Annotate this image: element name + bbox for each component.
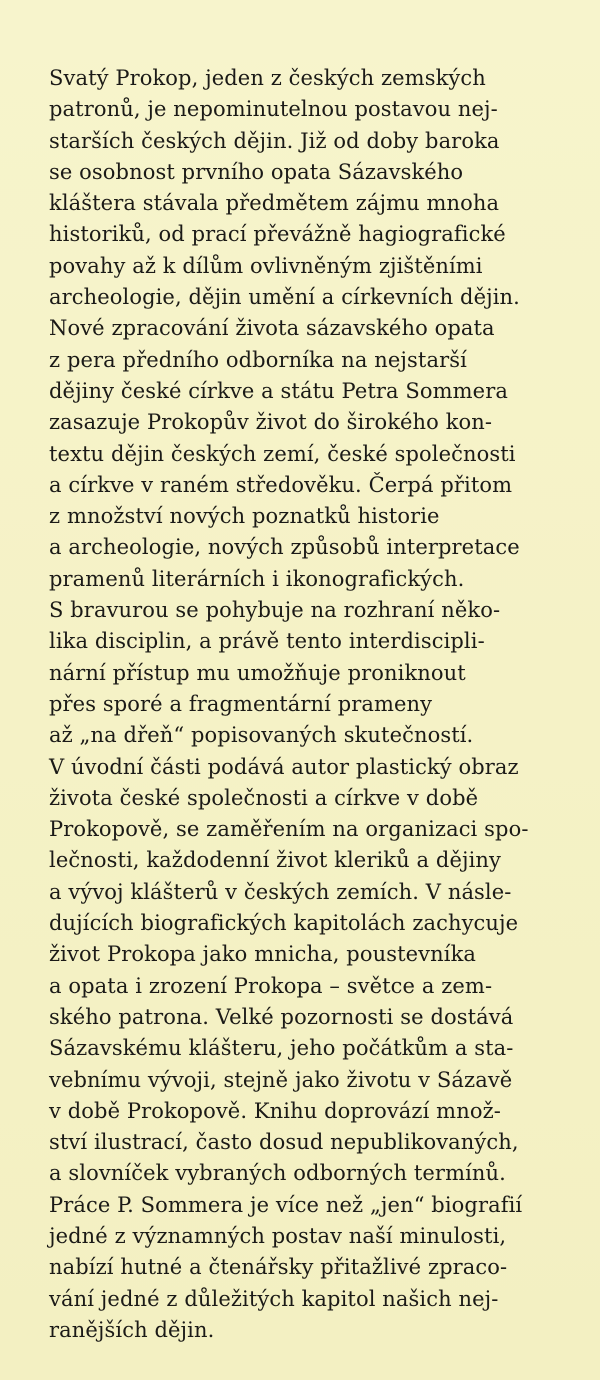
blurb-line: kláštera stávala předmětem zájmu mnoha [49, 191, 500, 216]
blurb-line: vání jedné z důležitých kapitol našich nej- [49, 1286, 499, 1311]
blurb-line: S bravurou se pohybuje na rozhraní něko- [49, 598, 501, 623]
blurb-line: v době Prokopově. Knihu doprovází množ- [49, 1098, 501, 1123]
blurb-line: a vývoj klášterů v českých zemích. V násle- [49, 879, 512, 904]
blurb-line: a opata i zrození Prokopa – světce a zem- [49, 973, 493, 998]
blurb-line: dujících biografických kapitolách zachycuje [49, 911, 519, 936]
blurb-line: z pera předního odborníka na nejstarší [49, 347, 467, 372]
blurb-line: Svatý Prokop, jeden z českých zemských [49, 66, 486, 90]
blurb-line: se osobnost prvního opata Sázavského [49, 159, 464, 184]
blurb-line: ství ilustrací, často dosud nepublikovaných, [49, 1130, 519, 1155]
blurb-line: až „na dřeň“ popisovaných skutečností. [49, 723, 474, 748]
blurb-line: ranějších dějin. [49, 1317, 215, 1342]
blurb-line: a slovníček vybraných odborných termínů. [49, 1161, 506, 1186]
blurb-line: V úvodní části podává autor plastický obraz [49, 754, 519, 779]
blurb-line: povahy až k dílům ovlivněným zjištěními [49, 253, 483, 278]
blurb-line: přes sporé a fragmentární prameny [49, 691, 433, 716]
blurb-line: nabízí hutné a čtenářsky přitažlivé zpraco- [49, 1255, 508, 1280]
blurb-line: života české společnosti a církve v době [49, 785, 479, 810]
blurb-line: lečnosti, každodenní život kleriků a dějiny [49, 848, 501, 873]
blurb-line: Prokopově, se zaměřením na organizaci spo- [49, 817, 529, 842]
blurb-line: jedné z významných postav naší minulosti, [49, 1223, 507, 1248]
blurb-line: život Prokopa jako mnicha, poustevníka [49, 942, 477, 967]
blurb-line: nární přístup mu umožňuje proniknout [49, 660, 466, 685]
blurb-line: pramenů literárních i ikonografických. [49, 566, 465, 591]
blurb-line: dějiny české církve a státu Petra Sommera [49, 378, 508, 403]
blurb-paragraph [49, 63, 569, 1346]
blurb-line: zasazuje Prokopův život do širokého kon- [49, 410, 493, 435]
blurb-line: vebnímu vývoji, stejně jako životu v Sázavě [49, 1067, 513, 1092]
blurb-line: patronů, je nepominutelnou postavou nej- [49, 97, 498, 122]
blurb-line: z množství nových poznatků historie [49, 504, 440, 529]
blurb-line: historiků, od prací převážně hagiografické [49, 222, 506, 247]
blurb-line: Nové zpracování života sázavského opata [49, 316, 495, 341]
blurb-line: textu dějin českých zemí, české společnosti [49, 441, 516, 466]
blurb-line: starších českých dějin. Již od doby baroka [49, 128, 500, 153]
blurb-line: a církve v raném středověku. Čerpá přitom [49, 472, 513, 497]
blurb-line: archeologie, dějin umění a církevních dějin. [49, 285, 520, 310]
blurb-line: lika disciplin, a právě tento interdiscipli- [49, 629, 485, 654]
blurb-line: Práce P. Sommera je více než „jen“ biografií [49, 1192, 523, 1217]
blurb-line: ského patrona. Velké pozornosti se dostává [49, 1004, 514, 1029]
blurb-line: a archeologie, nových způsobů interpretace [49, 535, 520, 560]
blurb-line: Sázavskému klášteru, jeho počátkům a sta- [49, 1036, 514, 1061]
